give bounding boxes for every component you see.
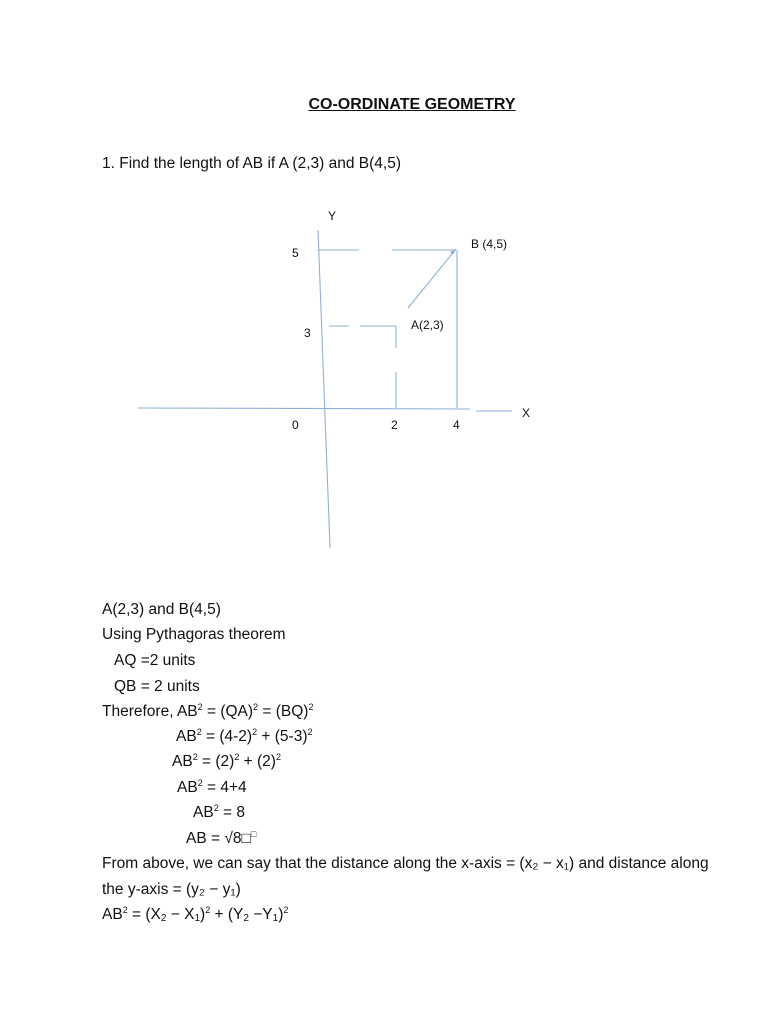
exp: 2 [275, 752, 281, 762]
exp: 2 [308, 702, 314, 712]
step4-line [193, 804, 245, 822]
exp: 2 [197, 702, 203, 712]
exp: 2 [253, 702, 259, 712]
y-tick-5: 5 [292, 246, 299, 260]
formula-g: ) [278, 906, 284, 923]
exp: 2 [307, 727, 313, 737]
method-line: Using Pythagoras theorem [102, 626, 286, 643]
sub: 1 [194, 913, 201, 924]
step1-b: = (4-2) [201, 728, 253, 745]
y-tick-3: 3 [304, 326, 311, 340]
step1-a: AB [176, 728, 197, 745]
step3-a: AB [177, 779, 198, 796]
exp: 2 [205, 905, 211, 915]
aq-line: AQ =2 units [114, 652, 196, 669]
y-axis [318, 230, 330, 548]
exp: 2 [252, 727, 258, 737]
x-axis [138, 408, 470, 409]
point-a-label: A(2,3) [411, 318, 444, 332]
exp: 2 [234, 752, 240, 762]
step5: AB = √8□ [186, 830, 251, 847]
exp: 2 [197, 778, 203, 788]
exp: 2 [213, 803, 219, 813]
step2-b: = (2) [197, 753, 235, 770]
exp: 2 [196, 727, 202, 737]
formula-b: = (X [127, 906, 161, 923]
step2-line [172, 753, 281, 771]
qb-line: QB = 2 units [114, 678, 200, 695]
therefore-mid2: = (BQ) [258, 703, 309, 720]
from-above-line1: From above, we can say that the distance along the x-axis = (x₂ − x₁) and distance along [102, 855, 709, 872]
step5-line [186, 830, 256, 848]
exp: 2 [283, 905, 289, 915]
step1-c: + (5-3) [257, 728, 308, 745]
segment-ab [408, 249, 456, 308]
formula-c: − X [166, 906, 195, 923]
exp: 2 [192, 752, 198, 762]
step2-a: AB [172, 753, 193, 770]
page-title: CO-ORDINATE GEOMETRY [308, 96, 516, 113]
step3-line [177, 779, 247, 797]
therefore-prefix: Therefore, AB [102, 703, 198, 720]
sub: 2 [160, 913, 167, 924]
therefore-mid1: = (QA) [202, 703, 254, 720]
step4-a: AB [193, 804, 214, 821]
from-above-line2: the y-axis = (y₂ − y₁) [102, 881, 241, 898]
given-line: A(2,3) and B(4,5) [102, 601, 221, 618]
sub: 1 [272, 913, 279, 924]
therefore-line [102, 703, 313, 721]
formula-line [102, 906, 288, 924]
step3-b: = 4+4 [202, 779, 247, 796]
formula-a: AB [102, 906, 123, 923]
x-tick-4: 4 [453, 418, 460, 432]
step2-c: + (2) [239, 753, 276, 770]
step4-b: = 8 [218, 804, 245, 821]
origin-label: 0 [292, 418, 299, 432]
formula-f: −Y [248, 906, 273, 923]
formula-d: ) [200, 906, 206, 923]
formula-e: + (Y [210, 906, 244, 923]
y-axis-label: Y [328, 209, 337, 223]
point-b-label: B (4,5) [471, 237, 508, 251]
sub: 2 [243, 913, 249, 924]
x-axis-label: X [522, 406, 531, 420]
step5-sup: □ [250, 829, 257, 839]
x-tick-2: 2 [391, 418, 398, 432]
step1-line [176, 728, 313, 746]
exp: 2 [122, 905, 128, 915]
question-text: 1. Find the length of AB if A (2,3) and B(4,5) [102, 155, 401, 172]
